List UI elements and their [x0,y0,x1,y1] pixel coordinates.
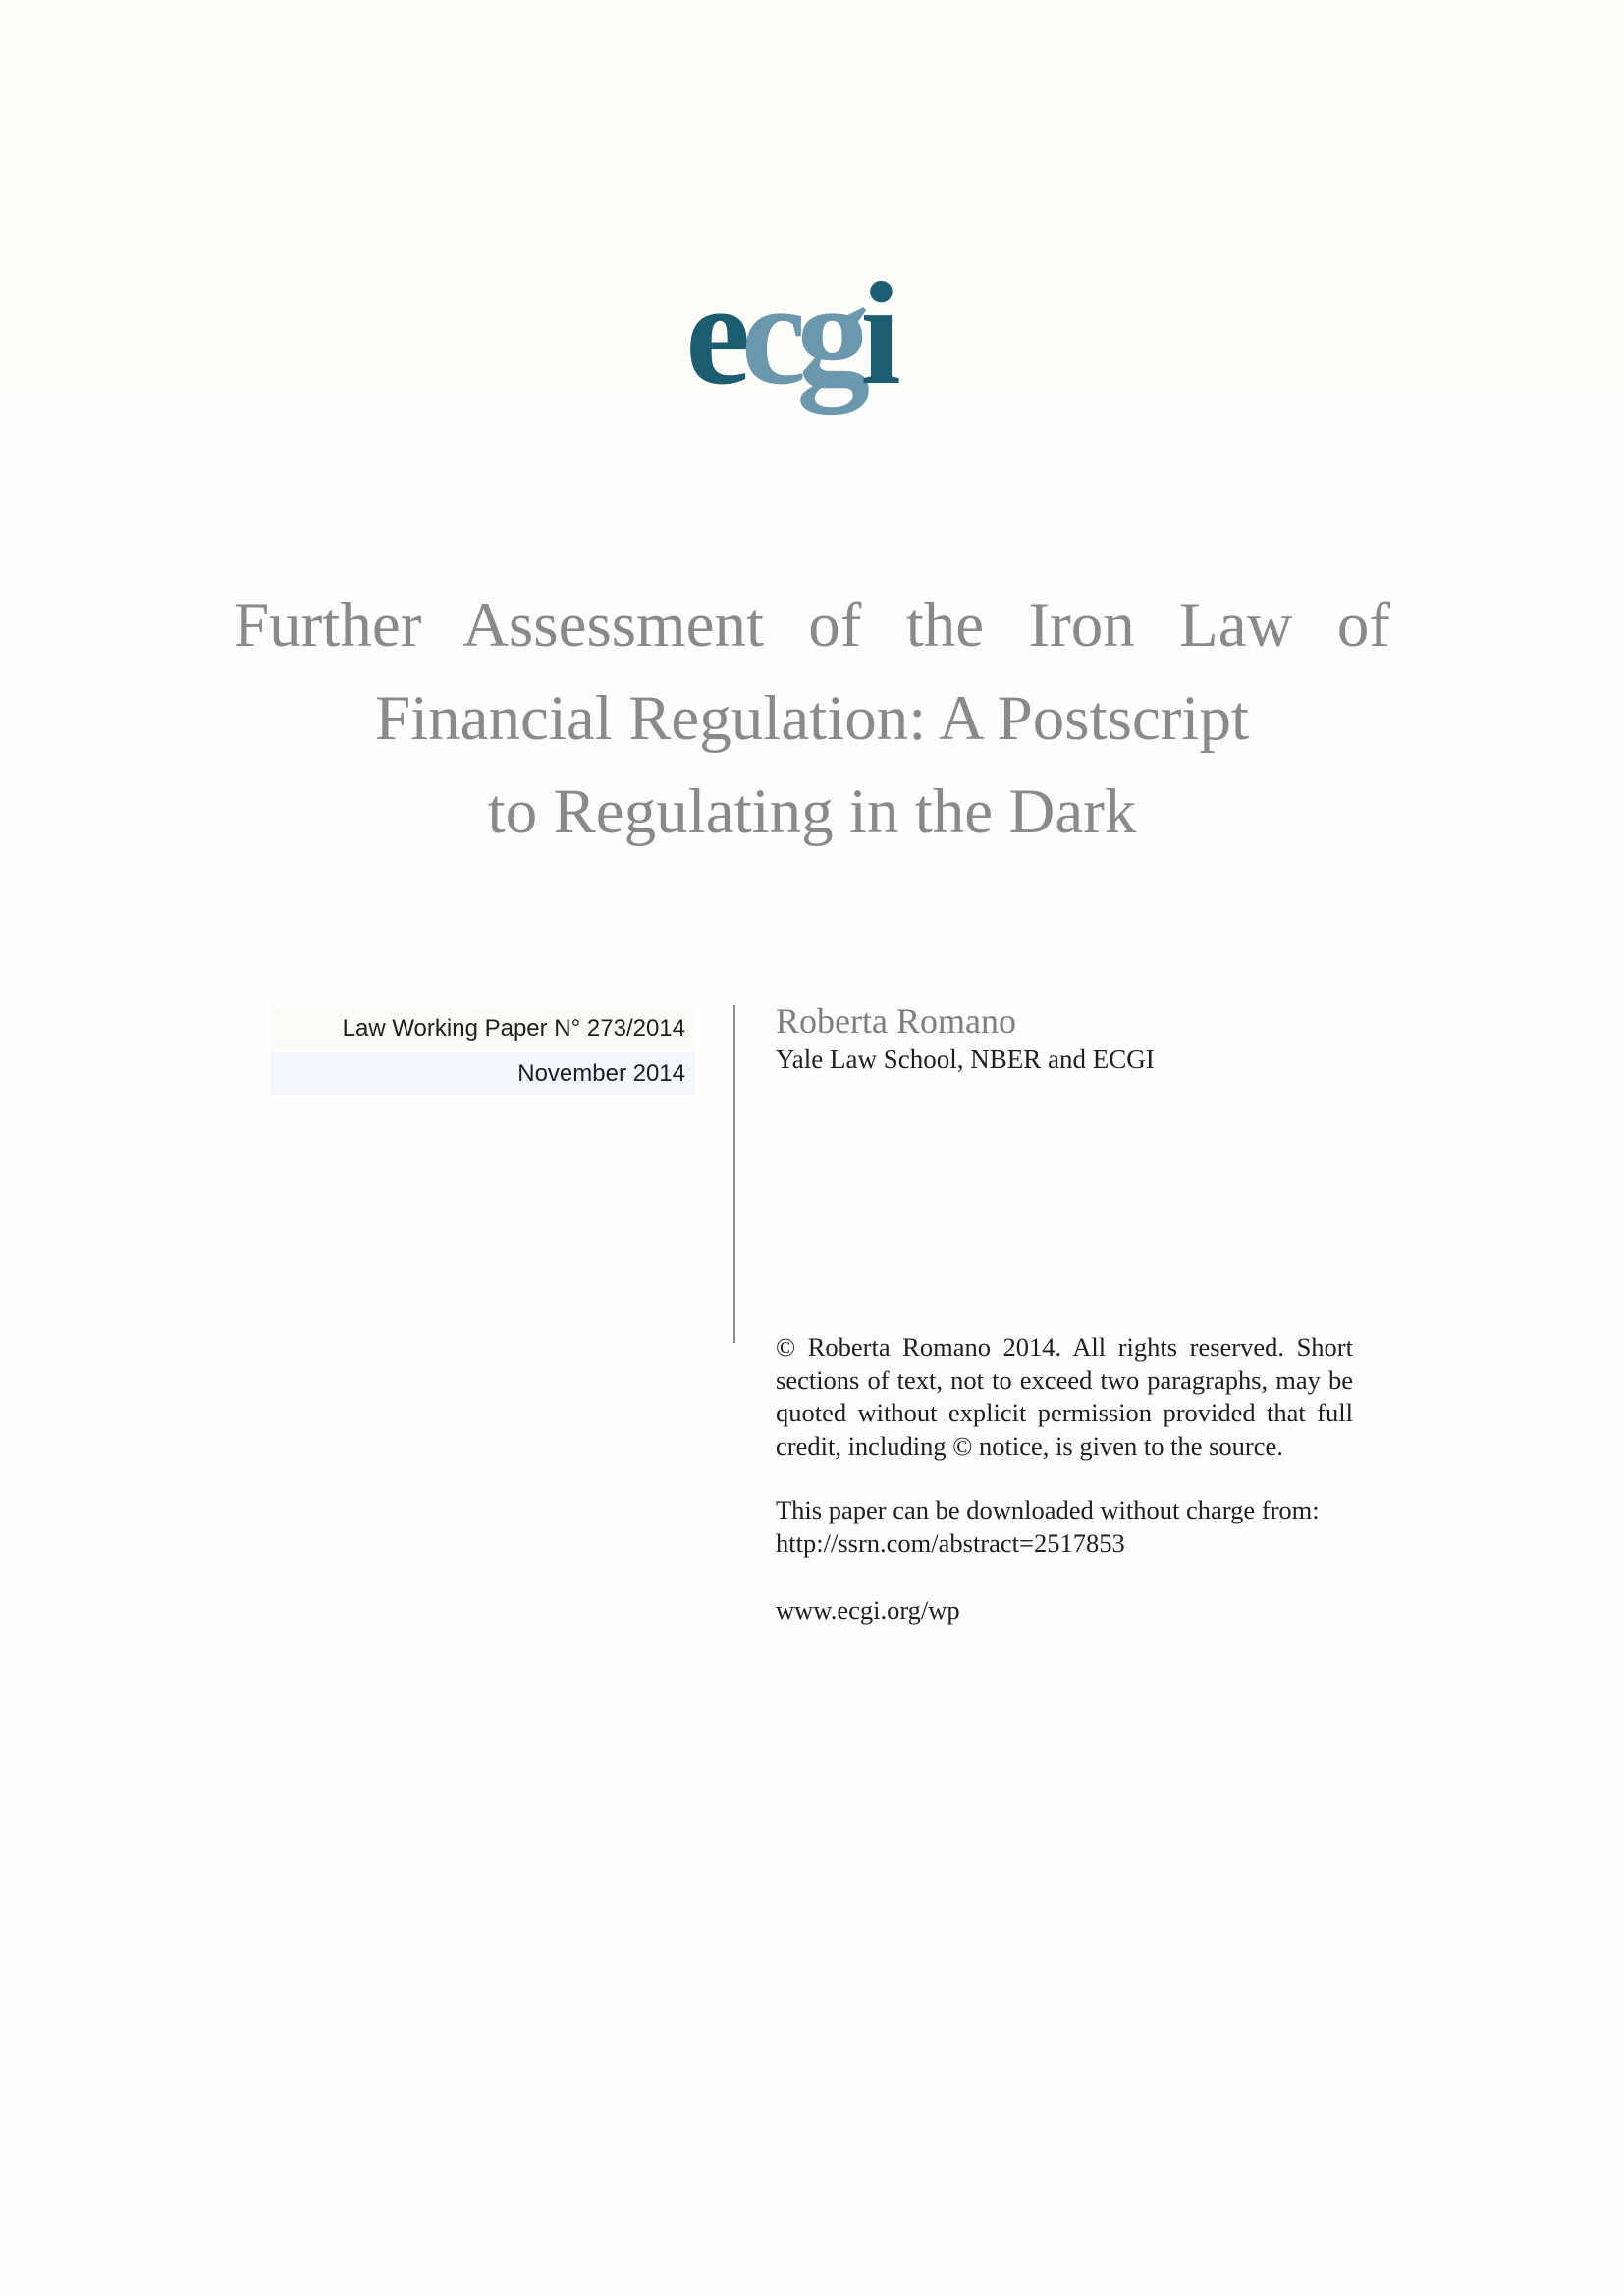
title-line-2: Financial Regulation: A Postscript [374,683,1250,754]
title-line-1: Further Assessment of the Iron Law of [234,590,1390,661]
download-link[interactable]: http://ssrn.com/abstract=2517853 [776,1527,1125,1558]
author-affiliation: Yale Law School, NBER and ECGI [776,1044,1155,1074]
download-info [776,1494,1365,1560]
logo-letter-i: i [860,252,892,415]
logo-letter-g: g [796,252,861,415]
title-line-3: to Regulating in the Dark [487,776,1137,847]
vertical-divider [733,1005,735,1343]
download-text: This paper can be downloaded without charge from: [776,1495,1320,1524]
logo-letter-e: e [685,252,741,415]
author-name: Roberta Romano [776,1001,1016,1041]
publication-date: November 2014 [271,1052,695,1095]
ecgi-logo [685,236,941,422]
website-link[interactable]: www.ecgi.org/wp [776,1595,960,1625]
working-paper-number: Law Working Paper N° 273/2014 [271,1007,695,1050]
logo-letter-c: c [740,252,797,415]
footer-band [0,1845,1624,2296]
svg-text:ecgi [685,252,899,415]
paper-title [234,579,1390,859]
copyright-notice: © Roberta Romano 2014. All rights reserved. Short sections of text, not to exceed two paragraphs, may be quoted without explicit permission provided that full credit, including © notice, is given to the source. [776,1332,1353,1461]
